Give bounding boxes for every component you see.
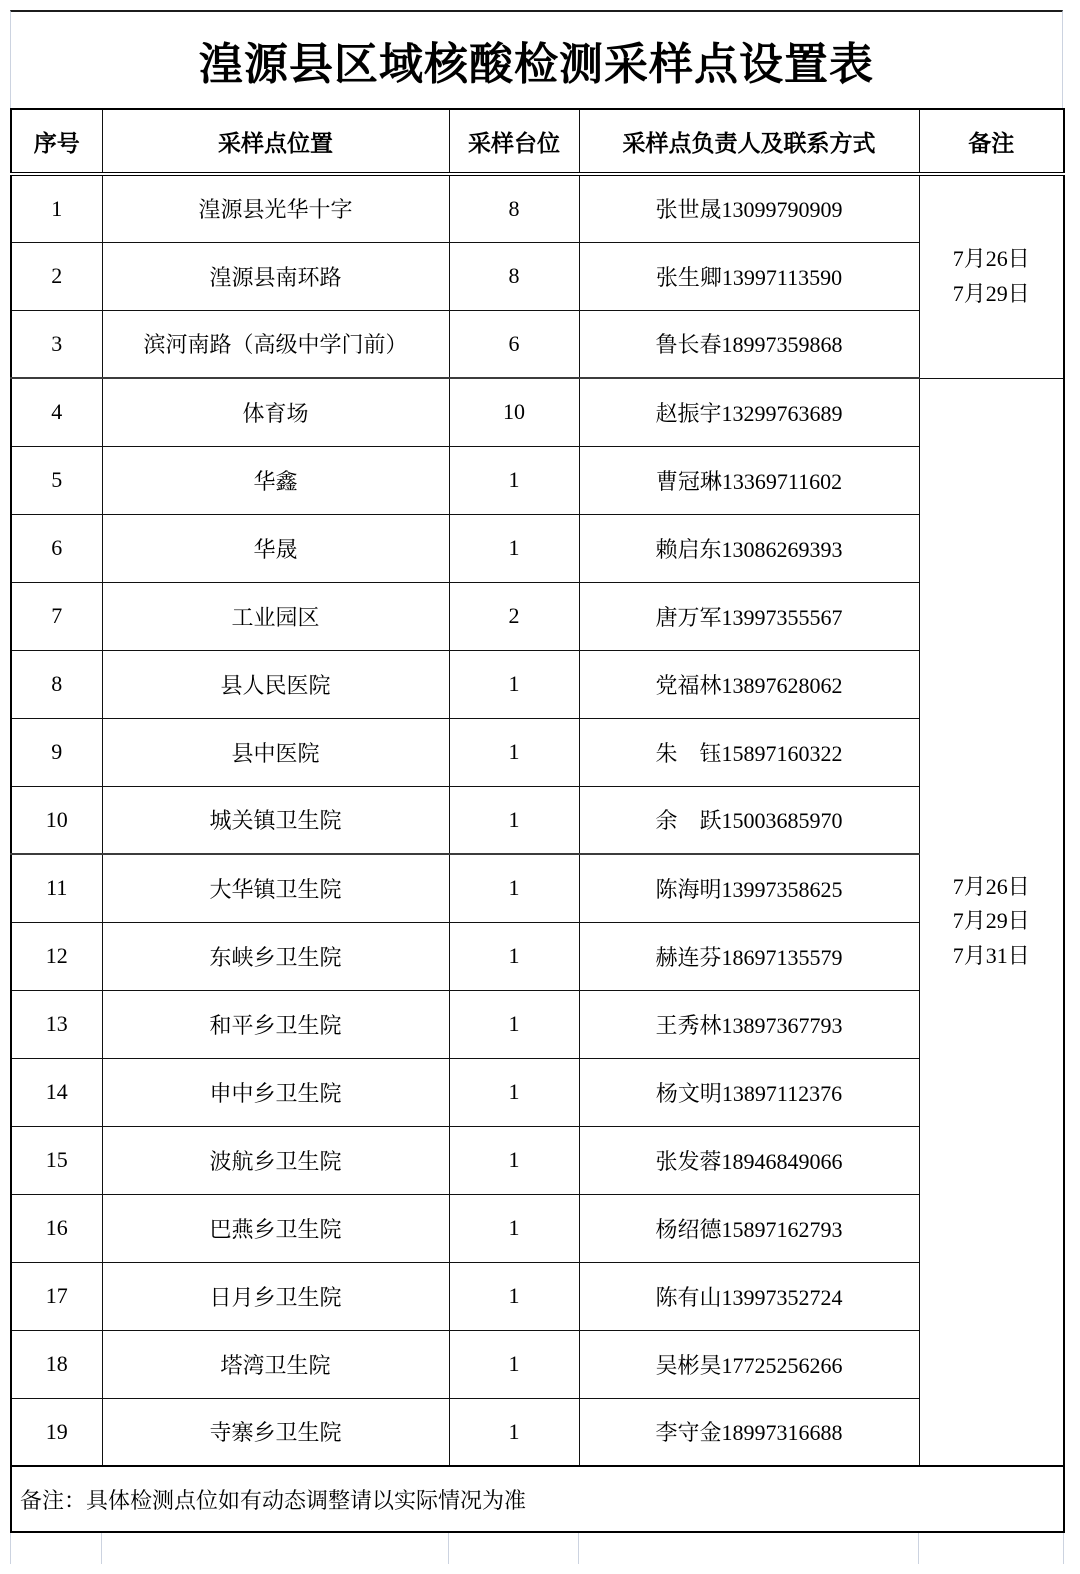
table-header-row: [11, 109, 1064, 174]
table-row: [11, 514, 1064, 582]
cell-stations: 1: [449, 990, 579, 1058]
table-row: [11, 446, 1064, 514]
cell-stations: 1: [449, 786, 579, 854]
table-row: [11, 990, 1064, 1058]
cell-location: 塔湾卫生院: [102, 1330, 449, 1398]
cell-no: 18: [11, 1330, 102, 1398]
table-row: [11, 174, 1064, 242]
cell-stations: 1: [449, 514, 579, 582]
table-row: [11, 718, 1064, 786]
cell-no: 5: [11, 446, 102, 514]
remark-cell: 7月26日 7月29日: [919, 174, 1064, 378]
cell-no: 4: [11, 378, 102, 446]
gridline: [448, 1533, 449, 1564]
cell-contact: 余 跃15003685970: [579, 786, 919, 854]
footer-note: 备注：具体检测点位如有动态调整请以实际情况为准: [11, 1466, 1064, 1532]
table-row: [11, 310, 1064, 378]
table-row: [11, 1058, 1064, 1126]
cell-contact: 王秀林13897367793: [579, 990, 919, 1058]
table-row: [11, 786, 1064, 854]
cell-contact: 张生卿13997113590: [579, 242, 919, 310]
footer-row: [11, 1466, 1064, 1532]
cell-no: 2: [11, 242, 102, 310]
table-row: [11, 650, 1064, 718]
cell-location: 县人民医院: [102, 650, 449, 718]
cell-contact: 朱 钰15897160322: [579, 718, 919, 786]
cell-stations: 1: [449, 922, 579, 990]
cell-no: 11: [11, 854, 102, 922]
cell-stations: 1: [449, 1398, 579, 1466]
cell-contact: 李守金18997316688: [579, 1398, 919, 1466]
cell-stations: 1: [449, 854, 579, 922]
cell-location: 大华镇卫生院: [102, 854, 449, 922]
cell-location: 滨河南路（高级中学门前）: [102, 310, 449, 378]
cell-no: 3: [11, 310, 102, 378]
cell-contact: 曹冠琳13369711602: [579, 446, 919, 514]
cell-contact: 陈海明13997358625: [579, 854, 919, 922]
cell-stations: 2: [449, 582, 579, 650]
cell-location: 工业园区: [102, 582, 449, 650]
cell-stations: 1: [449, 1058, 579, 1126]
cell-no: 17: [11, 1262, 102, 1330]
cell-location: 寺寨乡卫生院: [102, 1398, 449, 1466]
page-title: 湟源县区域核酸检测采样点设置表: [199, 40, 874, 89]
cell-no: 15: [11, 1126, 102, 1194]
cell-location: 城关镇卫生院: [102, 786, 449, 854]
table-row: [11, 854, 1064, 922]
sampling-table: [10, 108, 1065, 1533]
table-row: [11, 1330, 1064, 1398]
cell-location: 和平乡卫生院: [102, 990, 449, 1058]
cell-no: 19: [11, 1398, 102, 1466]
cell-no: 12: [11, 922, 102, 990]
column-header: 序号: [11, 109, 102, 174]
cell-contact: 张世晟13099790909: [579, 174, 919, 242]
cell-stations: 10: [449, 378, 579, 446]
gridline: [918, 1533, 919, 1564]
cell-stations: 1: [449, 1126, 579, 1194]
cell-stations: 6: [449, 310, 579, 378]
column-header: 采样台位: [449, 109, 579, 174]
column-header: 采样点负责人及联系方式: [579, 109, 919, 174]
cell-stations: 1: [449, 1194, 579, 1262]
cell-location: 东峡乡卫生院: [102, 922, 449, 990]
cell-no: 13: [11, 990, 102, 1058]
gridline: [578, 1533, 579, 1564]
cell-location: 湟源县光华十字: [102, 174, 449, 242]
cell-no: 16: [11, 1194, 102, 1262]
cell-contact: 赵振宇13299763689: [579, 378, 919, 446]
column-header: 备注: [919, 109, 1064, 174]
table-row: [11, 1398, 1064, 1466]
cell-location: 日月乡卫生院: [102, 1262, 449, 1330]
cell-location: 华鑫: [102, 446, 449, 514]
cell-contact: 杨文明13897112376: [579, 1058, 919, 1126]
cell-no: 6: [11, 514, 102, 582]
cell-no: 8: [11, 650, 102, 718]
title-block: [10, 10, 1063, 108]
cell-stations: 1: [449, 1330, 579, 1398]
cell-contact: 张发蓉18946849066: [579, 1126, 919, 1194]
cell-no: 14: [11, 1058, 102, 1126]
cell-location: 巴燕乡卫生院: [102, 1194, 449, 1262]
cell-contact: 赖启东13086269393: [579, 514, 919, 582]
table-row: [11, 582, 1064, 650]
remark-cell: 7月26日 7月29日 7月31日: [919, 378, 1064, 1466]
cell-stations: 1: [449, 718, 579, 786]
cell-location: 华晟: [102, 514, 449, 582]
cell-location: 湟源县南环路: [102, 242, 449, 310]
cell-stations: 1: [449, 446, 579, 514]
cell-location: 体育场: [102, 378, 449, 446]
cell-location: 波航乡卫生院: [102, 1126, 449, 1194]
cell-contact: 党福林13897628062: [579, 650, 919, 718]
cell-contact: 鲁长春18997359868: [579, 310, 919, 378]
cell-contact: 唐万军13997355567: [579, 582, 919, 650]
cell-contact: 赫连芬18697135579: [579, 922, 919, 990]
spreadsheet: [10, 10, 1063, 1564]
gridline: [101, 1533, 102, 1564]
cell-location: 县中医院: [102, 718, 449, 786]
cell-no: 7: [11, 582, 102, 650]
column-header: 采样点位置: [102, 109, 449, 174]
table-row: [11, 242, 1064, 310]
table-row: [11, 1262, 1064, 1330]
gridline: [10, 1533, 11, 1564]
table-body: [11, 174, 1064, 1466]
cell-stations: 1: [449, 650, 579, 718]
table-row: [11, 922, 1064, 990]
cell-stations: 8: [449, 174, 579, 242]
cell-stations: 1: [449, 1262, 579, 1330]
table-row: [11, 378, 1064, 446]
sheet-gridlines: [10, 1533, 1063, 1564]
gridline: [1063, 1533, 1064, 1564]
cell-contact: 吴彬昊17725256266: [579, 1330, 919, 1398]
cell-location: 申中乡卫生院: [102, 1058, 449, 1126]
cell-no: 1: [11, 174, 102, 242]
table-row: [11, 1126, 1064, 1194]
cell-no: 9: [11, 718, 102, 786]
cell-stations: 8: [449, 242, 579, 310]
cell-contact: 杨绍德15897162793: [579, 1194, 919, 1262]
table-row: [11, 1194, 1064, 1262]
cell-no: 10: [11, 786, 102, 854]
cell-contact: 陈有山13997352724: [579, 1262, 919, 1330]
